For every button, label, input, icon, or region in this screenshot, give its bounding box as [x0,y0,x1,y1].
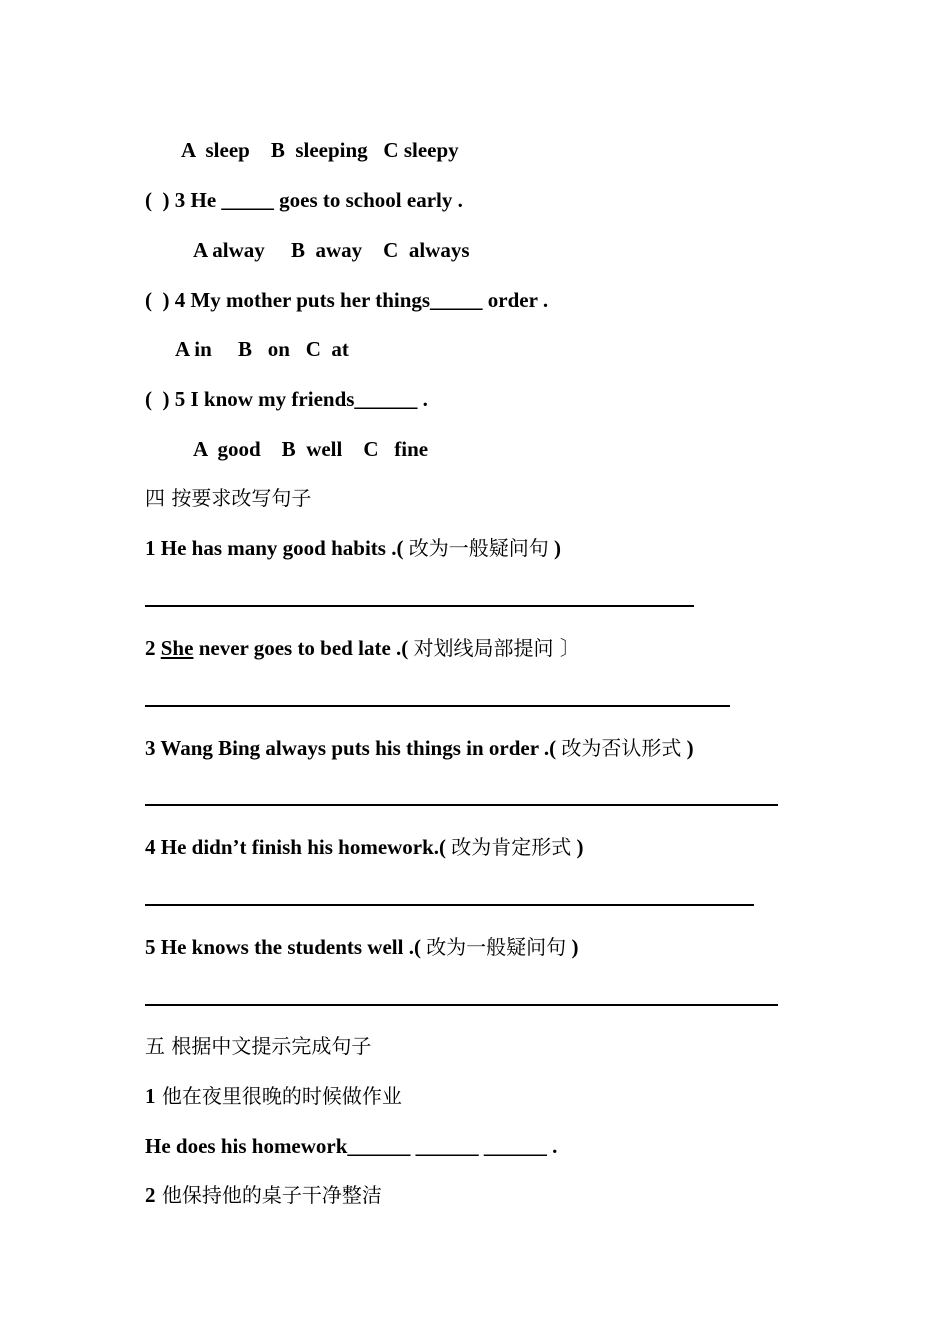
answer-line-1 [145,605,694,607]
translate-item-2-chinese: 他保持他的桌子干净整洁 [155,1183,382,1207]
answer-line-3 [145,804,778,806]
rewrite-item-2-underlined-subject: She [160,636,194,660]
answer-line-4 [145,904,754,906]
rewrite-item-1 [145,534,561,562]
section4-heading: 四 按要求改写句子 [145,486,312,510]
rewrite-item-3 [145,734,694,762]
rewrite-item-3-instruction: 改为否认形式 [561,736,682,760]
translate-item-1-num: 1 [145,1084,156,1108]
rewrite-item-2-text: never goes to bed late .( [193,636,414,660]
rewrite-item-1-text: 1 He has many good habits .( [145,536,409,560]
q3-prompt: ( ) 3 He _____ goes to school early . [145,188,463,212]
translate-item-1-chinese: 他在夜里很晚的时候做作业 [155,1084,402,1108]
translate-item-1-sentence: He does his homework______ ______ ______ . [145,1134,558,1158]
rewrite-item-2 [145,634,580,662]
answer-line-5 [145,1004,778,1006]
answer-line-2 [145,705,730,707]
rewrite-item-3-text: 3 Wang Bing always puts his things in order .( [145,736,562,760]
q5-options: A good B well C fine [193,437,429,461]
rewrite-item-5 [145,933,578,961]
rewrite-item-4 [145,833,584,861]
rewrite-item-2-instruction: 对划线局部提问 〕 [413,636,580,660]
rewrite-item-1-close: ) [548,536,561,560]
rewrite-item-4-text: 4 He didn’t finish his homework.( [145,835,452,859]
translate-item-2-num: 2 [145,1183,156,1207]
rewrite-item-5-close: ) [566,935,579,959]
translate-item-2 [145,1181,382,1209]
rewrite-item-4-instruction: 改为肯定形式 [451,835,572,859]
rewrite-item-5-text: 5 He knows the students well .( [145,935,427,959]
rewrite-item-5-instruction: 改为一般疑问句 [426,935,567,959]
rewrite-item-1-instruction: 改为一般疑问句 [408,536,549,560]
rewrite-item-4-close: ) [571,835,584,859]
section5-heading: 五 根据中文提示完成句子 [145,1034,372,1058]
translate-item-1 [145,1082,402,1110]
q3-options: A alway B away C always [193,238,470,262]
q5-prompt: ( ) 5 I know my friends______ . [145,387,428,411]
q2-options: A sleep B sleeping C sleepy [181,138,459,162]
rewrite-item-3-close: ) [681,736,694,760]
rewrite-item-2-num: 2 [145,636,161,660]
q4-prompt: ( ) 4 My mother puts her things_____ order . [145,288,549,312]
q4-options: A in B on C at [175,337,349,361]
